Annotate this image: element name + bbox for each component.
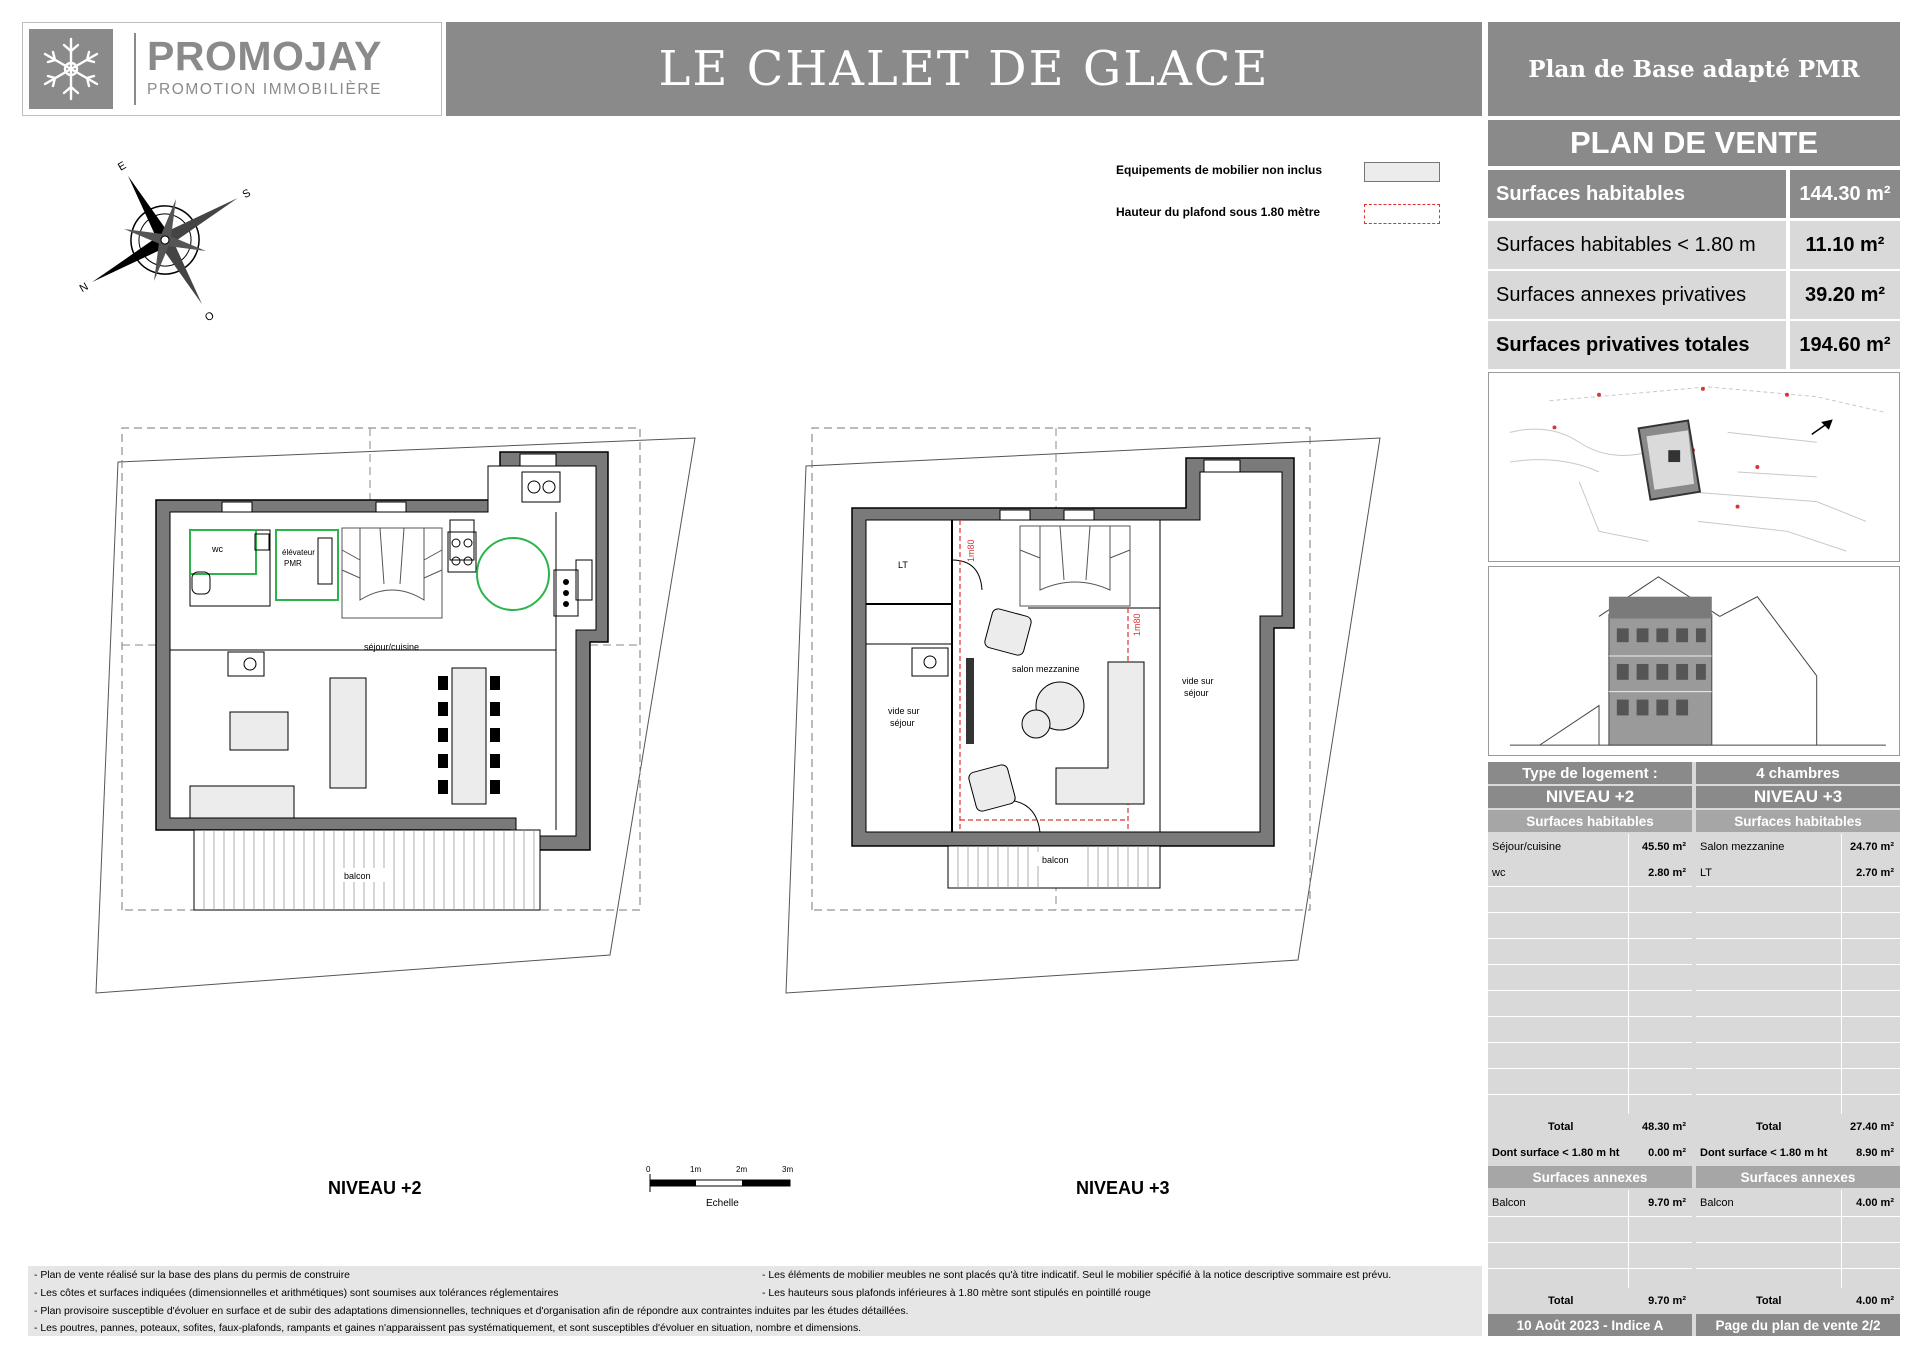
summary-value-habitable: 144.30 m² xyxy=(1790,170,1900,218)
room-label-lt: LT xyxy=(898,560,908,570)
row-divider xyxy=(1488,938,1692,939)
dining-table xyxy=(452,668,486,804)
row-divider xyxy=(1696,1068,1900,1069)
floor-plan-level-2 xyxy=(96,428,695,993)
note: - Plan provisoire susceptible d'évoluer en surface et de subir des adaptations dimensionnelles, techniques et d'organisation afin de répondre aux contraintes induites par les études détaillées. xyxy=(34,1306,909,1317)
room-surface: 2.70 m² xyxy=(1856,867,1894,879)
room-surface: 2.80 m² xyxy=(1648,867,1686,879)
housing-type-label: Type de logement : xyxy=(1488,762,1692,784)
scale-label: Echelle xyxy=(706,1198,739,1209)
room-name: Salon mezzanine xyxy=(1700,841,1785,853)
room-label-elevator-pmr: PMR xyxy=(284,559,302,568)
room-label-balcony-2: balcon xyxy=(344,871,371,881)
room-label-void-right-2: séjour xyxy=(1184,688,1209,698)
summary-label-low-ceiling: Surfaces habitables < 1.80 m xyxy=(1488,221,1786,269)
annex-total-label: Total xyxy=(1756,1295,1782,1307)
total-row xyxy=(1696,1114,1900,1140)
annex-surface: 4.00 m² xyxy=(1856,1197,1894,1209)
note: - Les hauteurs sous plafonds inférieures à 1.80 mètre sont stipulés en pointillé rouge xyxy=(762,1288,1151,1299)
row-divider xyxy=(1696,1268,1900,1269)
surface-detail-table xyxy=(1488,762,1900,1336)
room-label-balcony-3: balcon xyxy=(1042,855,1069,865)
compass-rose-icon xyxy=(35,113,297,372)
annex-total-value: 4.00 m² xyxy=(1856,1295,1894,1307)
summary-value-low-ceiling: 11.10 m² xyxy=(1790,221,1900,269)
table-row xyxy=(1488,1190,1692,1216)
note: - Les éléments de mobilier meubles ne sont placés qu'à titre indicatif. Seul le mobilier spécifié à la notice descriptive sommaire est prévu. xyxy=(762,1270,1392,1281)
note: - Plan de vente réalisé sur la base des plans du permis de construire xyxy=(34,1270,350,1281)
note: - Les côtes et surfaces indiquées (dimensionnelles et arithmétiques) sont soumises aux tolérances réglementaires xyxy=(34,1288,559,1299)
annex-header: Surfaces annexes xyxy=(1488,1166,1692,1188)
note: - Les poutres, pannes, poteaux, sofites, faux-plafonds, rampants et gaines n'apparaissent pas systématiquement, et sont susceptibles d'évoluer en situation, nombre et dimensions. xyxy=(34,1323,862,1334)
low-ceiling-label: Dont surface < 1.80 m ht xyxy=(1492,1147,1620,1159)
row-divider xyxy=(1488,1016,1692,1017)
annex-name: Balcon xyxy=(1492,1197,1526,1209)
row-divider xyxy=(1488,912,1692,913)
column-divider xyxy=(1841,1190,1842,1288)
legend-furniture-label: Equipements de mobilier non inclus xyxy=(1116,163,1323,177)
room-label-void-right: vide sur xyxy=(1182,676,1214,686)
annex-total-value: 9.70 m² xyxy=(1648,1295,1686,1307)
legend-ceiling-label: Hauteur du plafond sous 1.80 mètre xyxy=(1116,205,1321,219)
table-row xyxy=(1696,1190,1900,1216)
compass-south: S xyxy=(240,186,253,202)
sofa xyxy=(190,786,294,818)
table-row xyxy=(1696,860,1900,886)
compass-north: N xyxy=(77,280,91,296)
height-mark-1m80: 1m80 xyxy=(966,539,976,562)
annex-surface: 9.70 m² xyxy=(1648,1197,1686,1209)
low-ceiling-value: 0.00 m² xyxy=(1648,1147,1686,1159)
row-divider xyxy=(1696,938,1900,939)
site-plan-thumbnail xyxy=(1488,372,1900,562)
annex-total-row xyxy=(1696,1288,1900,1314)
annex-header: Surfaces annexes xyxy=(1696,1166,1900,1188)
brand-tagline: PROMOTION IMMOBILIÈRE xyxy=(147,81,383,98)
row-divider xyxy=(1488,1242,1692,1243)
column-divider xyxy=(1628,834,1629,1114)
row-divider xyxy=(1488,886,1692,887)
height-mark-1m80: 1m80 xyxy=(1132,613,1142,636)
compass-east: E xyxy=(116,159,129,174)
total-label: Total xyxy=(1548,1121,1574,1133)
habitable-header: Surfaces habitables xyxy=(1696,810,1900,832)
sale-plan-title: PLAN DE VENTE xyxy=(1488,120,1900,166)
sofa xyxy=(330,678,366,788)
compass-west: O xyxy=(203,309,217,325)
table-row xyxy=(1488,834,1692,860)
total-row xyxy=(1488,1114,1692,1140)
habitable-header: Surfaces habitables xyxy=(1488,810,1692,832)
row-divider xyxy=(1488,990,1692,991)
low-ceiling-value: 8.90 m² xyxy=(1856,1147,1894,1159)
row-divider xyxy=(1696,886,1900,887)
scale-tick-0: 0 xyxy=(646,1165,651,1174)
annex-total-label: Total xyxy=(1548,1295,1574,1307)
row-divider xyxy=(1696,1016,1900,1017)
summary-label-total: Surfaces privatives totales xyxy=(1488,321,1786,369)
low-ceiling-label: Dont surface < 1.80 m ht xyxy=(1700,1147,1828,1159)
row-divider xyxy=(1696,1242,1900,1243)
room-name: Séjour/cuisine xyxy=(1492,841,1562,853)
brand-name: PROMOJAY xyxy=(147,33,382,79)
row-divider xyxy=(1696,1216,1900,1217)
table-row xyxy=(1488,860,1692,886)
row-divider xyxy=(1488,1042,1692,1043)
row-divider xyxy=(1488,964,1692,965)
room-label-mezzanine: salon mezzanine xyxy=(1012,664,1080,674)
room-surface: 24.70 m² xyxy=(1849,841,1894,853)
room-label-living: séjour/cuisine xyxy=(364,642,420,652)
row-divider xyxy=(1488,1268,1692,1269)
annex-name: Balcon xyxy=(1700,1197,1734,1209)
detail-level-header: NIVEAU +3 xyxy=(1696,786,1900,808)
summary-value-annex: 39.20 m² xyxy=(1790,271,1900,319)
scale-tick-1m: 1m xyxy=(690,1165,702,1174)
low-ceiling-row xyxy=(1696,1140,1900,1166)
table-row xyxy=(1696,834,1900,860)
row-divider xyxy=(1488,1094,1692,1095)
column-divider xyxy=(1841,834,1842,1114)
summary-value-total: 194.60 m² xyxy=(1790,321,1900,369)
row-divider xyxy=(1696,1094,1900,1095)
row-divider xyxy=(1696,1042,1900,1043)
column-divider xyxy=(1628,1190,1629,1288)
annex-total-row xyxy=(1488,1288,1692,1314)
scale-tick-2m: 2m xyxy=(736,1165,748,1174)
page-indicator: Page du plan de vente 2/2 xyxy=(1696,1314,1900,1336)
level-label-2: NIVEAU +2 xyxy=(328,1178,422,1198)
disclaimer-notes xyxy=(28,1266,1482,1336)
room-label-wc: wc xyxy=(212,544,223,554)
project-title: LE CHALET DE GLACE xyxy=(658,41,1270,97)
scale-tick-3m: 3m xyxy=(782,1165,794,1174)
facade-elevation-thumbnail xyxy=(1488,566,1900,756)
summary-label-annex: Surfaces annexes privatives xyxy=(1488,271,1786,319)
plan-date-index: 10 Août 2023 - Indice A xyxy=(1488,1314,1692,1336)
row-divider xyxy=(1488,1068,1692,1069)
detail-column-level-2 xyxy=(1488,762,1692,1336)
floor-plan-level-3 xyxy=(786,428,1380,993)
housing-type-value: 4 chambres xyxy=(1696,762,1900,784)
total-value: 27.40 m² xyxy=(1849,1121,1894,1133)
total-label: Total xyxy=(1756,1121,1782,1133)
scale-bar xyxy=(646,1165,793,1209)
plan-variant-box xyxy=(1488,22,1900,116)
room-label-elevator: élévateur xyxy=(282,548,315,557)
room-name: LT xyxy=(1700,867,1713,879)
room-label-void-left: vide sur xyxy=(888,706,920,716)
level-label-3: NIVEAU +3 xyxy=(1076,1178,1170,1198)
room-name: wc xyxy=(1492,867,1506,879)
summary-label-habitable: Surfaces habitables xyxy=(1488,170,1786,218)
detail-column-level-3 xyxy=(1696,762,1900,1336)
row-divider xyxy=(1488,1216,1692,1217)
detail-level-header: NIVEAU +2 xyxy=(1488,786,1692,808)
plan-variant: Plan de Base adapté PMR xyxy=(1528,55,1860,83)
low-ceiling-row xyxy=(1488,1140,1692,1166)
row-divider xyxy=(1696,990,1900,991)
room-label-void-left-2: séjour xyxy=(890,718,915,728)
total-value: 48.30 m² xyxy=(1641,1121,1686,1133)
row-divider xyxy=(1696,912,1900,913)
row-divider xyxy=(1696,964,1900,965)
room-surface: 45.50 m² xyxy=(1641,841,1686,853)
